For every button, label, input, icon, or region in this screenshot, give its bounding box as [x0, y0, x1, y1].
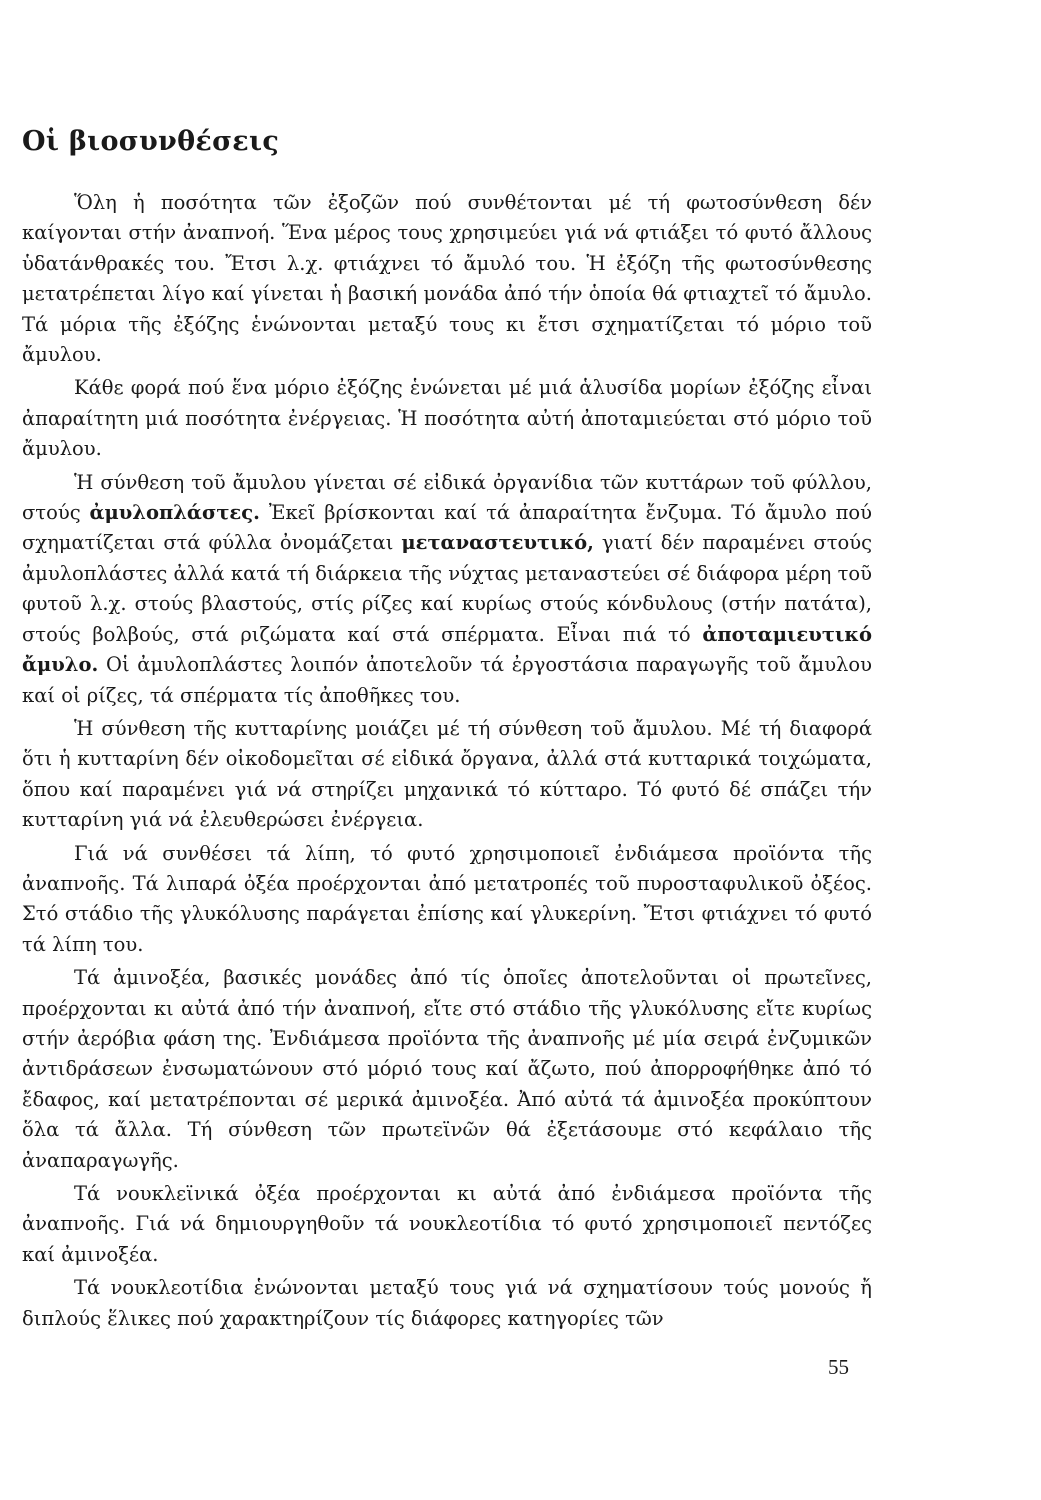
bold-term: ἀμυλοπλάστες.	[89, 501, 260, 525]
paragraph	[22, 1273, 872, 1334]
text-run: Τά ἀμινοξέα, βασικές μονάδες ἀπό τίς ὁποῖες ἀποτελοῦνται οἱ πρωτεῖνες, προέρχονται κι αὐτά ἀπό τήν ἀναπνοή, εἴτε στό στάδιο τῆς γλυκόλυσης εἴτε κυρίως στήν ἀερόβια φάση της. Ἐνδιάμεσα προϊόντα τῆς ἀναπνοῆς μέ μία σειρά ἐνζυμικῶν ἀντιδράσεων ἐνσωματώνουν στό μόριό τους καί ἄζωτο, πού ἀπορροφήθηκε ἀπό τό ἔδαφος, καί μετατρέπονται σέ μερικά ἀμινοξέα. Ἀπό αὐτά τά ἀμινοξέα προκύπτουν ὅλα τά ἄλλα. Τή σύνθεση τῶν πρωτεϊνῶν θά ἐξετάσουμε στό κεφάλαιο τῆς ἀναπαραγωγῆς.	[22, 966, 872, 1172]
paragraph	[22, 1179, 872, 1270]
text-run: Κάθε φορά πού ἕνα μόριο ἐξόζης ἑνώνεται μέ μιά ἁλυσίδα μορίων ἐξόζης εἶναι ἀπαραίτητη μιά ποσότητα ἐνέργειας. Ἡ ποσότητα αὐτή ἀποταμιεύεται στό μόριο τοῦ ἄμυλου.	[22, 376, 872, 461]
text-run: Γιά νά συνθέσει τά λίπη, τό φυτό χρησιμοποιεῖ ἐνδιάμεσα προϊόντα τῆς ἀναπνοῆς. Τά λιπαρά ὀξέα προέρχονται ἀπό μετατροπές τοῦ πυροσταφυλικοῦ ὀξέος. Στό στάδιο τῆς γλυκόλυσης παράγεται ἐπίσης καί γλυκερίνη. Ἔτσι φτιάχνει τό φυτό τά λίπη του.	[22, 841, 872, 956]
paragraph	[22, 839, 872, 961]
body-text	[22, 188, 872, 1334]
paragraph	[22, 188, 872, 370]
paragraph	[22, 373, 872, 464]
text-run: γιατί δέν παραμένει στούς ἀμυλοπλάστες ἀλλά κατά τή διάρκεια τῆς νύχτας μεταναστεύει σέ διάφορα μέρη τοῦ φυτοῦ λ.χ. στούς βλαστούς, στίς ρίζες καί κυρίως στούς κόνδυλους (στήν πατάτα), στούς βολβούς, στά ριζώματα καί στά σπέρματα. Εἶναι πιά τό	[22, 531, 872, 646]
paragraph	[22, 468, 872, 711]
bold-term: ἀποταμιευτικό ἄμυλο.	[22, 622, 872, 677]
page-number: 55	[828, 1355, 849, 1379]
paragraph	[22, 963, 872, 1176]
text-run: Ὅλη ἡ ποσότητα τῶν ἐξοζῶν πού συνθέτονται μέ τή φωτοσύνθεση δέν καίγονται στήν ἀναπνοή. Ἕνα μέρος τους χρησιμεύει γιά νά φτιάξει τό φυτό ἄλλους ὑδατάνθρακές του. Ἔτσι λ.χ. φτιάχνει τό ἄμυλό του. Ἡ ἐξόζη τῆς φωτοσύνθεσης μετατρέπεται λίγο καί γίνεται ἡ βασική μονάδα ἀπό τήν ὁποία θά φτιαχτεῖ τό ἄμυλο. Τά μόρια τῆς ἐξόζης ἑνώνονται μεταξύ τους κι ἔτσι σχηματίζεται τό μόριο τοῦ ἄμυλου.	[22, 191, 872, 367]
text-run: Ἡ σύνθεση τοῦ ἄμυλου γίνεται σέ εἰδικά ὀργανίδια τῶν κυττάρων τοῦ φύλλου, στούς	[22, 470, 872, 525]
text-run: Οἱ ἀμυλοπλάστες λοιπόν ἀποτελοῦν τά ἐργοστάσια παραγωγῆς τοῦ ἄμυλου καί οἱ ρίζες, τά σπέρματα τίς ἀποθῆκες του.	[22, 653, 872, 707]
text-run: Ἡ σύνθεση τῆς κυτταρίνης μοιάζει μέ τή σύνθεση τοῦ ἄμυλου. Μέ τή διαφορά ὅτι ἡ κυτταρίνη δέν οἰκοδομεῖται σέ εἰδικά ὄργανα, ἀλλά στά κυτταρικά τοιχώματα, ὅπου καί παραμένει γιά νά στηρίζει μηχανικά τό κύτταρο. Τό φυτό δέ σπάζει τήν κυτταρίνη γιά νά ἐλευθερώσει ἐνέργεια.	[22, 716, 872, 832]
section-heading: Οἱ βιοσυνθέσεις	[22, 126, 280, 157]
bold-term: μεταναστευτικό,	[401, 531, 594, 555]
text-run: Τά νουκλεοτίδια ἑνώνονται μεταξύ τους γιά νά σχηματίσουν τούς μονούς ἤ διπλούς ἕλικες πού χαρακτηρίζουν τίς διάφορες κατηγορίες τῶν	[22, 1276, 872, 1330]
text-run: Ἐκεῖ βρίσκονται καί τά ἀπαραίτητα ἔνζυμα. Τό ἄμυλο πού σχηματίζεται στά φύλλα ὀνομάζεται	[22, 501, 872, 555]
paragraph	[22, 714, 872, 836]
text-run: Τά νουκλεϊνικά ὀξέα προέρχονται κι αὐτά ἀπό ἐνδιάμεσα προϊόντα τῆς ἀναπνοῆς. Γιά νά δημιουργηθοῦν τά νουκλεοτίδια τό φυτό χρησιμοποιεῖ πεντόζες καί ἀμινοξέα.	[22, 1182, 872, 1266]
